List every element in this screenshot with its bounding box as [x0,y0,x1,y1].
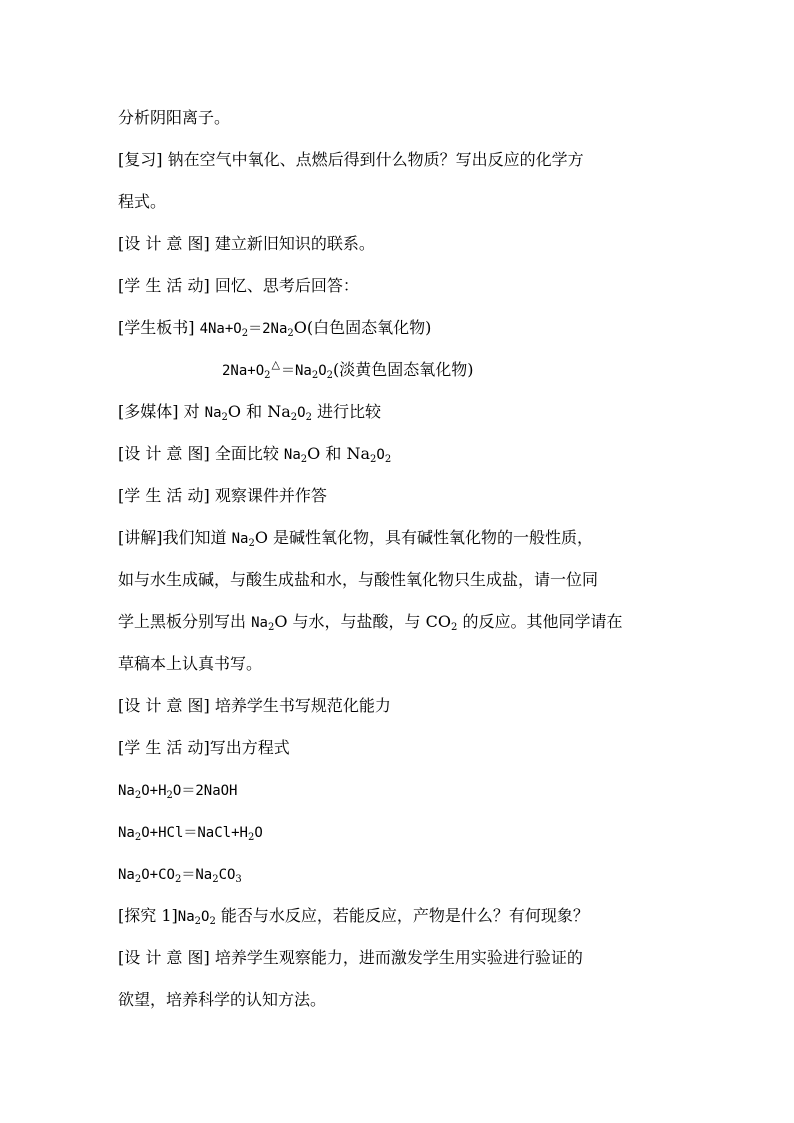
label-text: [多媒体] 对 [118,402,205,421]
text-line-design-observe [118,948,688,968]
formula-part: Na [231,531,249,547]
paragraph-text: 程式。 [118,192,167,211]
subscript: 2 [326,370,334,381]
text-line-final [118,990,688,1010]
formula-part: O [318,363,327,379]
subscript: 2 [305,412,312,423]
formula-part: Na [118,783,135,799]
subscript: 2 [212,874,219,885]
text-line-design-normalize [118,696,688,716]
design-intent: [设 计 意 图] 培养学生观察能力，进而激发学生用实验进行验证的 [118,948,583,967]
formula-part: ＝Na [281,363,312,379]
formula-part: O(白色固态氧化物) [293,318,432,337]
paragraph-text: 进行比较 [311,402,382,421]
subscript: 2 [370,454,377,465]
text-line-multimedia [118,402,688,423]
formula-part: Na [118,825,135,841]
subscript: 2 [247,832,255,843]
text-line-lecture-1 [118,528,688,549]
subscript: 2 [248,538,255,549]
text-line-lecture-3 [118,612,688,633]
text-line-5 [118,276,688,296]
paragraph-text: O 是碱性氧化物，具有碱性氧化物的一般性质， [254,528,594,547]
student-activity: [学 生 活 动] 观察课件并作答 [118,486,327,505]
board-equation-1 [118,318,688,339]
formula-part: 4Na+O [199,321,242,337]
text-line-1 [118,108,688,128]
text-line-2 [118,150,688,170]
equation-na2o-water [118,780,688,801]
text-line-activity-observe [118,486,688,506]
subscript: 2 [221,412,228,423]
label-text: [学生板书] [118,318,200,337]
subscript: 2 [174,874,182,885]
formula-part: O [201,909,210,925]
paragraph-text: 学上黑板分别写出 [118,612,252,631]
subscript: 2 [290,412,298,423]
board-equation-2 [222,360,792,382]
subscript: 2 [300,454,308,465]
subscript: 3 [235,874,242,885]
formula-part: Na [118,867,135,883]
text-line-4 [118,234,688,254]
design-intent: [设 计 意 图] 培养学生书写规范化能力 [118,696,391,715]
formula-part: ＝Na [181,867,213,883]
formula-part: Na [204,405,222,421]
design-intent: [设 计 意 图] 建立新旧知识的联系。 [118,234,375,253]
subscript: 2 [384,454,392,465]
formula-part: CO [218,867,236,883]
subscript: 2 [311,370,319,381]
heat-delta-symbol: △ [271,358,280,371]
formula-part: O 和 Na [307,444,370,463]
subscript: 2 [267,622,275,633]
subscript: 2 [450,622,458,633]
formula-part: O＝2NaOH [172,783,238,799]
text-line-activity-write [118,738,688,758]
student-activity: [学 生 活 动]写出方程式 [118,738,290,757]
formula-part: 2Na+O [222,363,265,379]
review-question: [复习] 钠在空气中氧化、点燃后得到什么物质？写出反应的化学方 [118,150,584,169]
subscript: 2 [166,790,173,801]
formula-part: Na [251,615,268,631]
paragraph-text: O 与水，与盐酸，与 CO [274,612,451,631]
formula-part: O [297,405,306,421]
equation-na2o-hcl [118,822,688,843]
equation-na2o-co2 [118,864,688,885]
formula-part: (淡黄色固态氧化物) [333,360,474,379]
student-activity: [学 生 活 动] 回忆、思考后回答： [118,276,359,295]
subscript: 2 [134,874,142,885]
text-line-3 [118,192,688,212]
formula-part: ＝2Na [248,321,288,337]
text-line-design-compare [118,444,688,465]
paragraph-text: 如与水生成碱，与酸生成盐和水，与酸性氧化物只生成盐，请一位同 [118,570,599,589]
subscript: 2 [134,832,142,843]
paragraph-text: 能否与水反应，若能反应，产物是什么？有何现象？ [215,906,589,925]
formula-part: O [254,825,263,841]
formula-part: Na [283,447,301,463]
paragraph-text: 欲望，培养科学的认知方法。 [118,990,327,1009]
formula-part: O+H [141,783,167,799]
text-line-lecture-2 [118,570,688,590]
subscript: 2 [194,916,201,927]
subscript: 2 [264,370,271,381]
paragraph-text: 的反应。其他同学请在 [457,612,623,631]
label-text: [设 计 意 图] 全面比较 [118,444,284,463]
text-line-lecture-4 [118,654,688,674]
subscript: 2 [241,328,249,339]
formula-part: Na [177,909,195,925]
formula-part: O+CO [141,867,175,883]
paragraph-text: 草稿本上认真书写。 [118,654,263,673]
subscript: 2 [287,328,294,339]
text-line-explore-1 [118,906,688,927]
subscript: 2 [134,790,142,801]
subscript: 2 [209,916,216,927]
label-text: [讲解]我们知道 [118,528,232,547]
formula-part: O [376,447,385,463]
label-text: [探究 1] [118,906,178,925]
paragraph-text: 分析阴阳离子。 [118,108,231,127]
formula-part: O+HCl＝NaCl+H [141,825,248,841]
formula-part: O 和 Na [227,402,291,421]
